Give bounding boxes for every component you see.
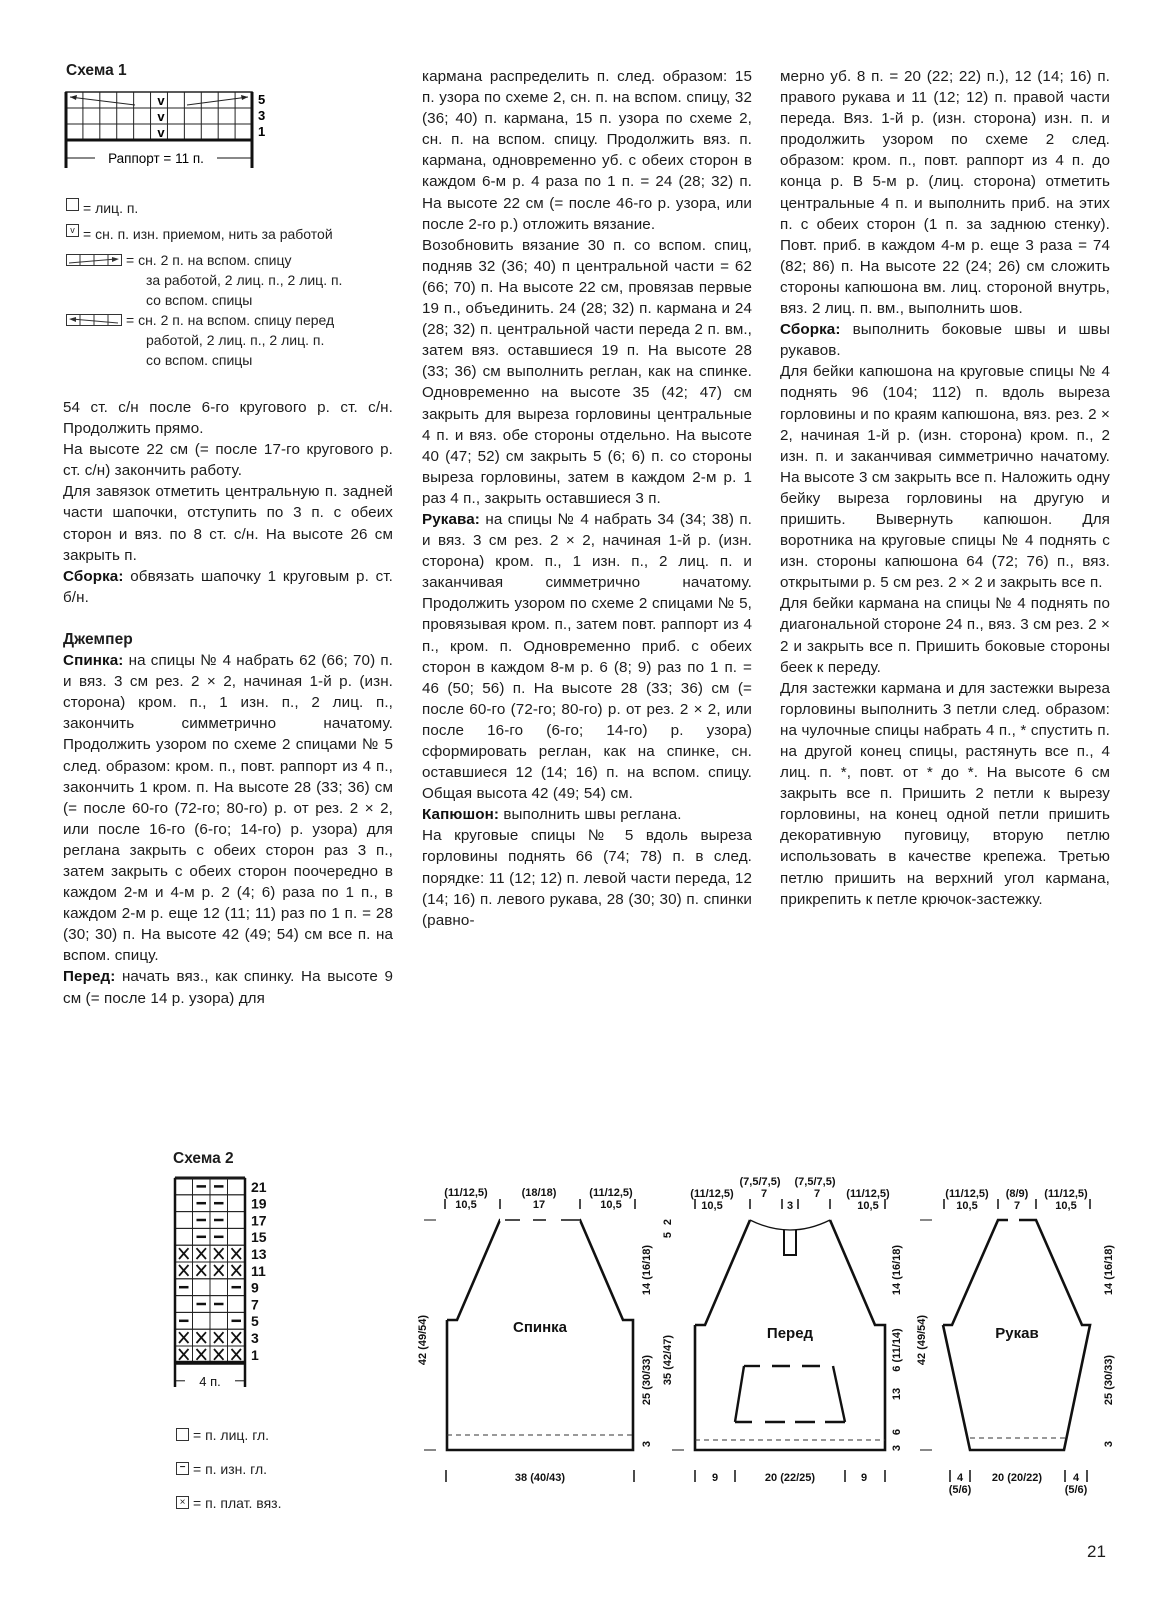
legend-text: со вспом. спицы: [146, 352, 253, 368]
scheme-2-title: Схема 2: [173, 1150, 234, 1167]
dim-label: (11/12,5): [444, 1187, 488, 1199]
dim-label: 10,5: [956, 1200, 978, 1212]
dim-label: 7: [1013, 1200, 1021, 1212]
dim-label: 13: [891, 1387, 903, 1401]
dim-label: (5/6): [948, 1484, 972, 1496]
dim-label: 5: [662, 1231, 674, 1239]
dim-label: 14 (16/18): [641, 1244, 653, 1296]
pattern-diagrams: [0, 1170, 1168, 1510]
legend-text: = п. лиц. гл.: [193, 1427, 270, 1443]
dim-label: 10,5: [857, 1200, 879, 1212]
dim-label: 35 (42/47): [662, 1334, 674, 1386]
front-piece: [662, 1176, 903, 1484]
paragraph: Для бейки капюшона на круговые спицы № 4 поднять 96 (104; 112) п. вдоль выреза горловины и по краям капюшона, вяз. рез. 2 × 2, начиная 1-й р. (изн. сторона) кром. п., 2 изн. п. и заканчивая симметрично начатому. На высоте 3 см закрыть все п. Наложить одну бейку выреза горловины на другую и пришить. Вывернуть капюшон. Для воротника на круговые спицы № 4 поднять с изн. стороны капюшона 64 (72; 76) п., вяз. открытыми р. 5 см рез. 2 × 2 и закрыть все п.: [780, 363, 1110, 592]
paragraph: мерно уб. 8 п. = 20 (22; 22) п.), 12 (14; 16) п. правого рукава и 11 (12; 12) п. правой части переда. Вяз. 1-й р. (изн. сторона) изн. п. и продолжить узором по схеме 2 след. образом: кром. п., повт. раппорт из 4 п. до конца р. В 5-м р. (лиц. сторона) отметить центральные 4 п. и выполнить приб. на этих п. с обеих сторон (1 п. за заднюю стенку). Повт. приб. в каждом 4-м р. еще 3 раза = 74 (82; 86) п. На высоте 22 (24; 26) см сложить стороны капюшона вм. лиц. стороной внутрь, вяз. 2 лиц. п. вм., выполнить шов.: [780, 68, 1110, 318]
paragraph: На круговые спицы № 5 вдоль выреза горловины поднять 66 (74; 78) п. в след. порядке: 11 (12; 12) п. левой части переда, 12 (14; 16) п. левого рукава, 28 (30; 30) п. спинки (равно-: [422, 827, 752, 929]
scheme-1-legend: [66, 198, 396, 370]
legend-text: со вспом. спицы: [146, 292, 253, 308]
paragraph: [422, 509, 752, 804]
paragraph: На высоте 22 см (= после 17-го кругового р. ст. с/н) закончить работу.: [63, 441, 393, 480]
legend-text: = лиц. п.: [83, 200, 139, 216]
dim-label: (11/12,5): [846, 1188, 890, 1200]
dim-label: (8/9): [1005, 1188, 1029, 1200]
dim-label: 20 (22/25): [764, 1472, 816, 1484]
dim-label: (11/12,5): [945, 1188, 989, 1200]
piece-label-front: Перед: [766, 1325, 814, 1342]
dim-label: 14 (16/18): [1103, 1244, 1115, 1296]
paragraph-text: на спицы № 4 набрать 34 (34; 38) п. и вяз. 3 см рез. 2 × 2, начиная 1-й р. (изн. сторона) кром. п., 1 изн. п., 2 лиц. п. и заканчивая симметрично начатому. Продолжить узором по схеме 2 спицами № 5, провязывая кром. п., затем повт. раппорт из 4 п., кром. п. Одновременно приб. с обеих сторон в каждом 8-м р. 6 (8; 9) раз по 1 п. = 46 (50; 56) п. На высоте 28 (33; 36) см (= после 60-го (72-го; 80-го) р. от рез. 2 × 2, или после 16-го (6-го; 14-го) р. узора) сформировать реглан, как на спинке, сн. оставшиеся 12 (14; 16) п. на вспом. спицу. Общая высота 42 (49; 54) см.: [422, 510, 752, 803]
row-label: 9: [251, 1279, 259, 1296]
dim-label: 10,5: [1055, 1200, 1077, 1212]
row-label: 17: [251, 1212, 267, 1229]
dim-label: (5/6): [1064, 1484, 1088, 1496]
piece-label-sleeve: Рукав: [995, 1325, 1039, 1342]
dim-label: 6 (11/14): [891, 1328, 903, 1372]
paragraph-text: начать вяз., как спинку. На высоте 9 см (= после 14 р. узора) для: [63, 968, 393, 1007]
row-label: 1: [258, 124, 266, 139]
legend-text: работой, 2 лиц. п., 2 лиц. п.: [146, 332, 325, 348]
dim-label: 3: [786, 1200, 794, 1212]
dim-label: 3: [641, 1440, 653, 1448]
legend-text: = сн. 2 п. на вспом. спицу: [126, 252, 292, 268]
page-number: 21: [1087, 1542, 1106, 1561]
legend-text: = сн. п. изн. приемом, нить за работой: [83, 226, 333, 242]
slip-stitch-icon: v: [157, 93, 165, 108]
dim-label: 6: [891, 1428, 903, 1436]
row-label: 19: [251, 1195, 267, 1212]
arrow-right-icon: [241, 95, 248, 100]
row-label: 3: [258, 108, 266, 123]
dim-label: 3: [891, 1444, 903, 1452]
dim-label: (11/12,5): [690, 1188, 734, 1200]
dim-label: 2: [662, 1218, 674, 1226]
paragraph: 54 ст. с/н после 6-го кругового р. ст. с/н. Продолжить прямо.: [63, 399, 393, 438]
slip-v-icon: v: [66, 224, 79, 237]
paragraph-text: выполнить боковые швы и швы рукавов.: [780, 321, 1110, 360]
dim-label: 9: [860, 1472, 868, 1484]
row-label: 5: [251, 1313, 259, 1330]
paragraph: Для бейки кармана на спицы № 4 поднять по диагональной стороне 24 п., вяз. 3 см рез. 2 × 2 и закрыть все п. Пришить боковые стороны беек к переду.: [780, 595, 1110, 676]
dim-label: 20 (20/22): [991, 1472, 1043, 1484]
row-label: 13: [251, 1246, 267, 1262]
paragraph-text: обвязать шапочку 1 круговым р. ст. б/н.: [63, 567, 393, 606]
paragraph: [63, 650, 393, 966]
cross-square-icon: ×: [176, 1496, 189, 1509]
dim-label: 42 (49/54): [417, 1314, 429, 1366]
dim-label: 10,5: [701, 1200, 723, 1212]
empty-square-icon: [66, 198, 79, 211]
section-heading: Джемпер: [63, 630, 133, 648]
paragraph-text: выполнить швы реглана.: [499, 806, 682, 824]
dim-label: 10,5: [455, 1199, 477, 1211]
slip-stitch-icon: v: [157, 125, 165, 140]
slip-stitch-icon: v: [157, 109, 165, 124]
dim-label: 25 (30/33): [1103, 1354, 1115, 1406]
dim-label: 25 (30/33): [641, 1354, 653, 1406]
legend-text: = сн. 2 п. на вспом. спицу перед: [126, 312, 335, 328]
column-3: [780, 66, 1110, 910]
dim-label: (7,5/7,5): [794, 1176, 836, 1188]
dim-label: 38 (40/43): [514, 1472, 566, 1484]
section-label: Спинка:: [63, 652, 124, 670]
paragraph: [422, 804, 752, 825]
dim-label: 7: [760, 1188, 768, 1200]
scheme-1-chart: [60, 88, 280, 174]
dim-label: (18/18): [521, 1187, 557, 1199]
legend-text: = п. плат. вяз.: [193, 1495, 282, 1511]
dim-label: (7,5/7,5): [739, 1176, 781, 1188]
row-label: 11: [251, 1262, 266, 1279]
piece-label-back: Спинка: [512, 1319, 568, 1336]
cable-right-icon: [66, 254, 122, 266]
paragraph: [63, 566, 393, 608]
dim-label: 7: [813, 1188, 821, 1200]
row-label: 7: [251, 1296, 259, 1313]
row-label: 15: [251, 1229, 267, 1246]
paragraph: [780, 319, 1110, 361]
dim-label: (11/12,5): [589, 1187, 633, 1199]
column-1: [63, 397, 393, 1009]
arrow-left-icon: [70, 95, 77, 100]
dim-label: 9: [711, 1472, 719, 1484]
legend-text: за работой, 2 лиц. п., 2 лиц. п.: [146, 272, 343, 288]
dim-label: 4: [1072, 1472, 1080, 1484]
scheme-1-title: Схема 1: [66, 62, 127, 79]
dim-label: (11/12,5): [1044, 1188, 1088, 1200]
dim-label: 14 (16/18): [891, 1244, 903, 1296]
dim-label: 10,5: [600, 1199, 622, 1211]
paragraph-text: на спицы № 4 набрать 62 (66; 70) п. и вяз. 3 см рез. 2 × 2, начиная 1-й р. (изн. сторона) кром. п., 1 изн. п., 2 лиц. п., закончить симметрично начатому. Продолжить узором по схеме 2 спицами № 5 след. образом: кром. п., повт. раппорт из 4 п., закончить 1 кром. п. На высоте 28 (33; 36) см (= после 60-го (72-го; 80-го) р. от рез. 2 × 2, или после 16-го (6-го; 14-го) р. узора) для реглана закрыть с обеих сторон раз 3 п., затем закрыть с обеих сторон поочередно в каждом 2-м и 4-м р. 2 (4; 6) раза по 1 п., в каждом 2-м р. еще 12 (11; 11) раз по 1 п. = 28 (30; 30) п. На высоте 42 (49; 54) см все п. на вспом. спицу.: [63, 652, 393, 965]
section-label: Сборка:: [780, 321, 841, 339]
section-label: Перед:: [63, 968, 116, 986]
paragraph: [63, 966, 393, 1008]
paragraph: Возобновить вязание 30 п. со вспом. спиц, подняв 32 (36; 40) п центральной части = 62 (66; 70) п. На высоте 22 см, провязав первые 19 п., объединить. 24 (28; 32) п. кармана и 24 (28; 32) п. центральной части переда 2 п. вм., затем вяз. оставшиеся 19 п. На высоте 28 (33; 36) см выполнить реглан, как на спинке. Одновременно на высоте 35 (42; 47) см закрыть для выреза горловины центральные 4 п. и вяз. обе стороны отдельно. На высоте 40 (47; 52) см закрыть 5 (6; 6) п. со стороны выреза горловины, затем в каждом 2-м р. 1 раз 4 п., закрыть оставшиеся 3 п.: [422, 236, 752, 507]
scheme-2-rapport: 4 п.: [199, 1373, 221, 1387]
row-label: 21: [251, 1178, 267, 1195]
scheme-1-rapport: Раппорт = 11 п.: [108, 151, 204, 166]
section-label: Сборка:: [63, 567, 124, 585]
section-label: Рукава:: [422, 510, 480, 528]
cable-left-icon: [66, 314, 122, 326]
row-label: 1: [251, 1346, 259, 1363]
sleeve-piece: [916, 1188, 1115, 1496]
dim-label: 3: [1103, 1440, 1115, 1448]
paragraph: Для застежки кармана и для застежки выреза горловины выполнить 3 петли след. образом: на чулочные спицы набрать 4 п., * спустить п. на другой конец спицы, растянуть все п., 4 лиц. п. *, повт. от * до *. На высоте 6 см закрыть все п. Пришить 2 петли к вырезу горловины, на конец одной петли пришить декоративную пуговицу, вторую петлю использовать в качестве крепежа. Третью петлю пришить на верхний угол кармана, прикрепить к петле крючок-застежку.: [780, 679, 1110, 908]
row-label: 5: [258, 92, 266, 107]
dim-label: 17: [532, 1199, 546, 1211]
row-label: 3: [251, 1330, 259, 1346]
minus-square-icon: −: [176, 1462, 189, 1475]
dim-label: 42 (49/54): [916, 1314, 928, 1366]
paragraph: Для завязок отметить центральную п. задней части шапочки, отступить по 3 п. с обеих сторон и вяз. по 8 ст. с/н. На высоте 26 см закрыть п.: [63, 483, 393, 564]
paragraph: кармана распределить п. след. образом: 15 п. узора по схеме 2, сн. п. на вспом. спицу, 32 (36; 40) п. кармана, 15 п. узора по схеме 2, сн. п. на вспом. спицу. Продолжить вяз. п. кармана, одновременно уб. с обеих сторон в каждом 6-м р. 4 раза по 1 п. = 24 (28; 32) п. На высоте 22 см (= после 46-го р. узора, или после 2-го р.) отложить вязание.: [422, 68, 752, 233]
back-piece: [417, 1187, 653, 1484]
section-label: Капюшон:: [422, 806, 500, 824]
column-2: [422, 66, 752, 931]
legend-text: = п. изн. гл.: [193, 1461, 268, 1477]
dim-label: 4: [956, 1472, 964, 1484]
